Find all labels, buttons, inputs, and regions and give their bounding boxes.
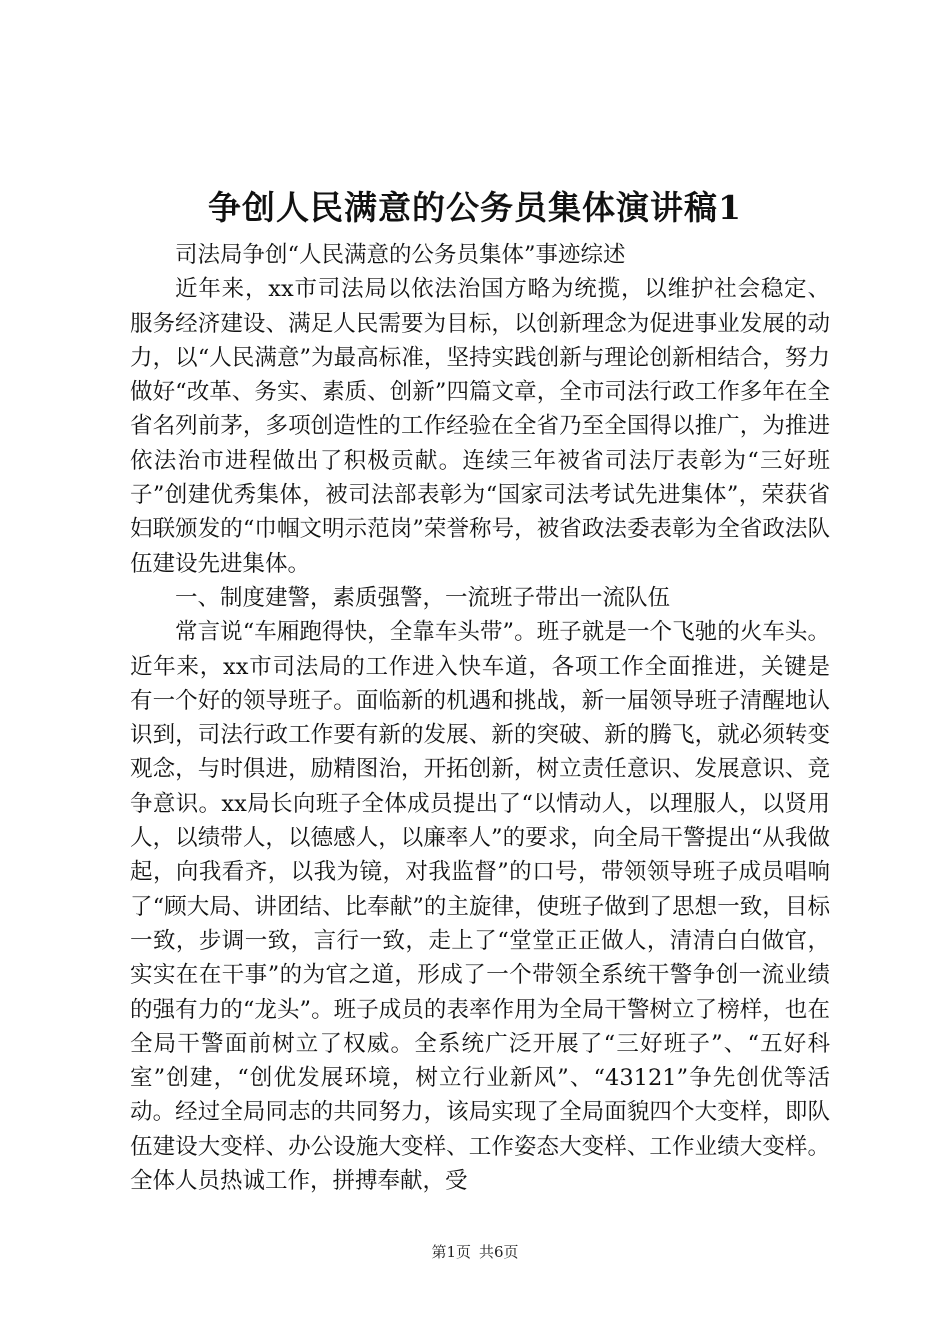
page-number: 第1页 (431, 1243, 471, 1261)
page-total: 共6页 (479, 1243, 519, 1261)
body-paragraph: 近年来，xx市司法局以依法治国方略为统揽，以维护社会稳定、服务经济建设、满足人民需要为目标，以创新理念为促进事业发展的动力，以“人民满意”为最高标准，坚持实践创新与理论创新相结合，努力做好“改革、务实、素质、创新”四篇文章，全市司法行政工作多年在全省名列前茅，多项创造性的工作经验在全省乃至全国得以推广，为推进依法治市进程做出了积极贡献。连续三年被省司法厅表彰为“三好班子”创建优秀集体，被司法部表彰为“国家司法考试先进集体”，荣获省妇联颁发的“巾帼文明示范岗”荣誉称号，被省政法委表彰为全省政法队伍建设先进集体。 (130, 276, 830, 577)
subtitle-paragraph: 司法局争创“人民满意的公务员集体”事迹综述 (175, 242, 626, 268)
section-heading: 一、制度建警，素质强警，一流班子带出一流队伍 (175, 584, 671, 611)
document-body (130, 238, 830, 1198)
page-footer (0, 1242, 950, 1262)
document-title: 争创人民满意的公务员集体演讲稿1 (208, 188, 742, 227)
body-paragraph: 常言说“车厢跑得快，全靠车头带”。班子就是一个飞驰的火车头。近年来，xx市司法局的工作进入快车道，各项工作全面推进，关键是有一个好的领导班子。面临新的机遇和挑战，新一届领导班子清醒地认识到，司法行政工作要有新的发展、新的突破、新的腾飞，就必须转变观念，与时俱进，励精图治，开拓创新，树立责任意识、发展意识、竞争意识。xx局长向班子全体成员提出了“以情动人，以理服人，以贤用人，以绩带人，以德感人，以廉率人”的要求，向全局干警提出“从我做起，向我看齐，以我为镜，对我监督”的口号，带领领导班子成员唱响了“顾大局、讲团结、比奉献”的主旋律，使班子做到了思想一致，目标一致，步调一致，言行一致，走上了“堂堂正正做人，清清白白做官，实实在在干事”的为官之道，形成了一个带领全系统干警争创一流业绩的强有力的“龙头”。班子成员的表率作用为全局干警树立了榜样，也在全局干警面前树立了权威。全系统广泛开展了“三好班子”、“五好科室”创建，“创优发展环境，树立行业新风”、“43121”争先创优等活动。经过全局同志的共同努力，该局实现了全局面貌四个大变样，即队伍建设大变样、办公设施大变样、工作姿态大变样、工作业绩大变样。全体人员热诚工作，拼搏奉献，受 (130, 619, 830, 1195)
